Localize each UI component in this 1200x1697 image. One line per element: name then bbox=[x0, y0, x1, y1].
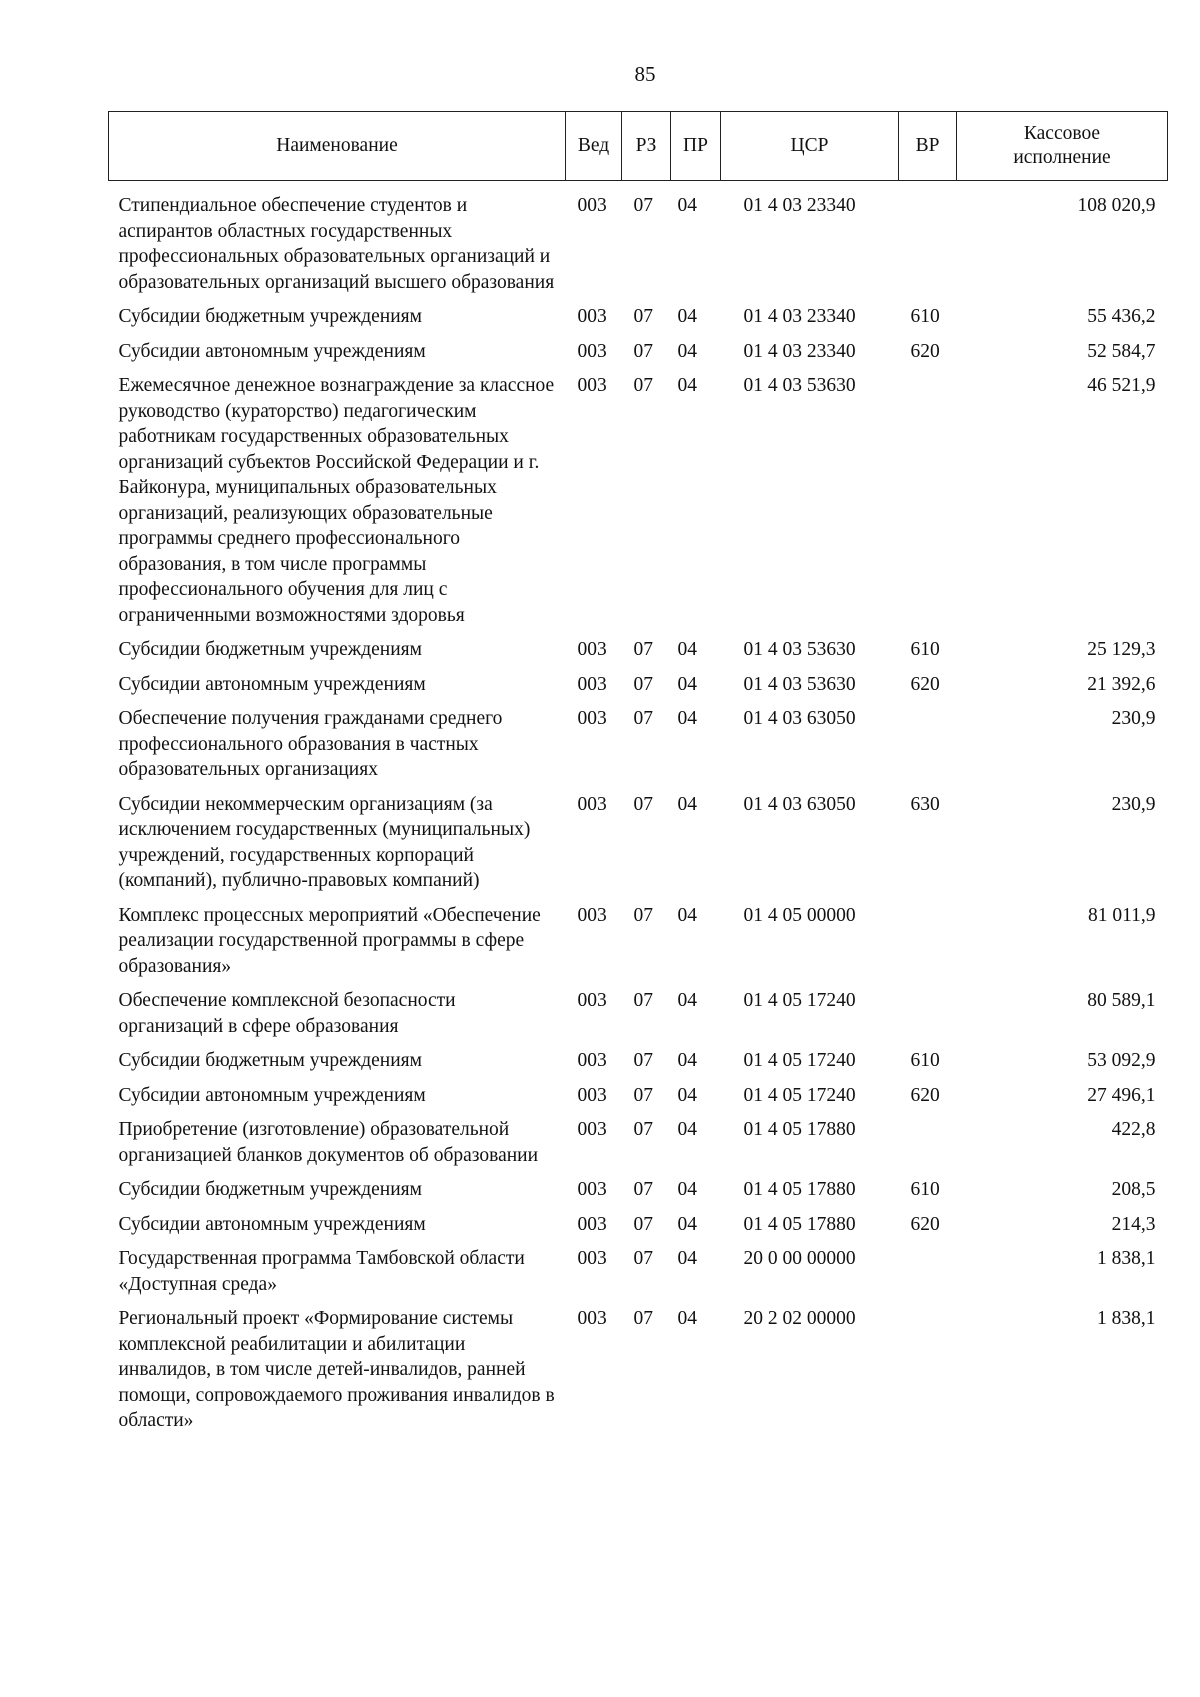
cell-ved: 003 bbox=[577, 340, 607, 362]
cell-ved: 003 bbox=[577, 708, 607, 729]
cell-amount: 1 838,1 bbox=[1097, 1248, 1156, 1269]
table-row bbox=[109, 668, 1168, 703]
cell-rz: 07 bbox=[633, 1308, 653, 1329]
cell-pr: 04 bbox=[677, 1084, 697, 1106]
cell-name: Субсидии автономным учреждениям bbox=[118, 673, 426, 695]
cell-amount: 21 392,6 bbox=[1087, 673, 1156, 695]
table-body bbox=[109, 181, 1168, 1439]
cell-amount: 422,8 bbox=[1111, 1119, 1156, 1140]
cell-ved: 003 bbox=[577, 793, 607, 815]
cell-rz: 07 bbox=[633, 340, 653, 362]
cell-ved: 003 bbox=[577, 306, 607, 327]
cell-ved: 003 bbox=[577, 904, 607, 926]
cell-vr bbox=[899, 1113, 957, 1173]
budget-table bbox=[108, 111, 1168, 1439]
cell-amount: 25 129,3 bbox=[1087, 639, 1156, 660]
cell-vr: 610 bbox=[910, 639, 940, 660]
table-row bbox=[109, 1302, 1168, 1439]
cell-pr: 04 bbox=[677, 340, 697, 362]
header-rz: РЗ bbox=[622, 112, 671, 181]
table-row bbox=[109, 1044, 1168, 1079]
cell-name: Субсидии бюджетным учреждениям bbox=[118, 1179, 422, 1200]
cell-rz: 07 bbox=[633, 793, 653, 815]
cell-amount: 230,9 bbox=[1111, 708, 1156, 729]
cell-vr: 620 bbox=[910, 673, 940, 695]
cell-rz: 07 bbox=[633, 639, 653, 660]
cell-vr: 610 bbox=[910, 306, 940, 327]
cell-csr: 01 4 03 23340 bbox=[743, 340, 856, 362]
cell-rz: 07 bbox=[633, 375, 653, 396]
cell-rz: 07 bbox=[633, 1213, 653, 1235]
cell-ved: 003 bbox=[577, 195, 607, 216]
table-row bbox=[109, 300, 1168, 335]
cell-pr: 04 bbox=[677, 673, 697, 695]
cell-ved: 003 bbox=[577, 1308, 607, 1329]
header-name: Наименование bbox=[109, 112, 566, 181]
table-row bbox=[109, 181, 1168, 301]
cell-name: Обеспечение получения гражданами среднего профессионального образования в частных образовательных организациях bbox=[118, 708, 503, 780]
cell-name: Региональный проект «Формирование системы комплексной реабилитации и абилитации инвалидов, в том числе детей-инвалидов, ранней помощи, сопровождаемого проживания инвалидов в области» bbox=[118, 1308, 555, 1431]
cell-amount: 1 838,1 bbox=[1097, 1308, 1156, 1329]
cell-vr bbox=[899, 1302, 957, 1439]
cell-name: Субсидии автономным учреждениям bbox=[118, 1213, 426, 1235]
cell-pr: 04 bbox=[677, 990, 697, 1011]
cell-pr: 04 bbox=[677, 375, 697, 396]
cell-csr: 01 4 03 63050 bbox=[743, 793, 856, 815]
cell-amount: 208,5 bbox=[1111, 1179, 1156, 1200]
cell-csr: 01 4 05 17240 bbox=[743, 1050, 856, 1071]
cell-vr: 610 bbox=[910, 1050, 940, 1071]
table-row bbox=[109, 1242, 1168, 1302]
cell-name: Субсидии автономным учреждениям bbox=[118, 1084, 426, 1106]
table-row bbox=[109, 335, 1168, 370]
cell-pr: 04 bbox=[677, 1213, 697, 1235]
cell-rz: 07 bbox=[633, 904, 653, 926]
cell-name: Комплекс процессных мероприятий «Обеспечение реализации государственной программы в сфере образования» bbox=[118, 904, 541, 977]
cell-csr: 01 4 03 53630 bbox=[743, 673, 856, 695]
cell-amount: 46 521,9 bbox=[1087, 375, 1156, 396]
cell-pr: 04 bbox=[677, 1119, 697, 1140]
cell-csr: 01 4 05 17240 bbox=[743, 1084, 856, 1106]
cell-amount: 214,3 bbox=[1111, 1213, 1156, 1235]
cell-pr: 04 bbox=[677, 1248, 697, 1269]
cell-csr: 01 4 05 17880 bbox=[743, 1119, 856, 1140]
table-row bbox=[109, 984, 1168, 1044]
table-row bbox=[109, 1079, 1168, 1114]
cell-name: Ежемесячное денежное вознаграждение за классное руководство (кураторство) педагогическим работникам государственных образовательных организаций субъектов Российской Федерации и г. Байконура, муниципальных образовательных организаций, реализующих образовательные программы среднего профессионального образования, в том числе программы профессионального обучения для лиц с ограниченными возможностями здоровья bbox=[118, 375, 555, 626]
table-row bbox=[109, 633, 1168, 668]
cell-name: Субсидии бюджетным учреждениям bbox=[118, 639, 422, 660]
cell-amount: 53 092,9 bbox=[1087, 1050, 1156, 1071]
cell-ved: 003 bbox=[577, 375, 607, 396]
cell-rz: 07 bbox=[633, 673, 653, 695]
table-row bbox=[109, 369, 1168, 633]
cell-rz: 07 bbox=[633, 1119, 653, 1140]
cell-pr: 04 bbox=[677, 1308, 697, 1329]
table-row bbox=[109, 1208, 1168, 1243]
cell-csr: 01 4 03 23340 bbox=[743, 306, 856, 327]
cell-csr: 20 0 00 00000 bbox=[743, 1248, 856, 1269]
cell-ved: 003 bbox=[577, 639, 607, 660]
cell-amount: 108 020,9 bbox=[1077, 195, 1156, 216]
cell-ved: 003 bbox=[577, 1050, 607, 1071]
cell-csr: 01 4 05 00000 bbox=[743, 904, 856, 926]
cell-csr: 01 4 05 17880 bbox=[743, 1179, 856, 1200]
cell-pr: 04 bbox=[677, 639, 697, 660]
cell-pr: 04 bbox=[677, 708, 697, 729]
cell-ved: 003 bbox=[577, 1213, 607, 1235]
cell-csr: 01 4 03 23340 bbox=[743, 195, 856, 216]
table-header-row bbox=[109, 112, 1168, 181]
page-number: 85 bbox=[634, 62, 656, 86]
cell-vr bbox=[899, 181, 957, 301]
cell-name: Государственная программа Тамбовской области «Доступная среда» bbox=[118, 1248, 525, 1295]
cell-csr: 01 4 05 17240 bbox=[743, 990, 856, 1011]
cell-amount: 80 589,1 bbox=[1087, 990, 1156, 1011]
cell-vr bbox=[899, 1242, 957, 1302]
cell-rz: 07 bbox=[633, 306, 653, 327]
cell-vr: 610 bbox=[910, 1179, 940, 1200]
header-amount-line2: исполнение bbox=[1013, 147, 1111, 168]
cell-csr: 01 4 03 53630 bbox=[743, 639, 856, 660]
cell-pr: 04 bbox=[677, 195, 697, 216]
header-csr: ЦСР bbox=[721, 112, 899, 181]
cell-pr: 04 bbox=[677, 306, 697, 327]
cell-name: Субсидии некоммерческим организациям (за исключением государственных (муниципальных) учреждений, государственных корпораций (компаний), публично-правовых компаний) bbox=[118, 793, 531, 891]
cell-vr: 620 bbox=[910, 1213, 940, 1235]
cell-rz: 07 bbox=[633, 1248, 653, 1269]
cell-name: Приобретение (изготовление) образовательной организацией бланков документов об образовании bbox=[118, 1119, 539, 1166]
cell-amount: 230,9 bbox=[1111, 793, 1156, 815]
cell-rz: 07 bbox=[633, 990, 653, 1011]
cell-rz: 07 bbox=[633, 1050, 653, 1071]
cell-ved: 003 bbox=[577, 1179, 607, 1200]
header-amount bbox=[957, 112, 1168, 181]
cell-vr: 630 bbox=[910, 793, 940, 815]
cell-vr bbox=[899, 984, 957, 1044]
cell-name: Субсидии бюджетным учреждениям bbox=[118, 306, 422, 327]
cell-ved: 003 bbox=[577, 990, 607, 1011]
cell-csr: 01 4 03 53630 bbox=[743, 375, 856, 396]
cell-name: Стипендиальное обеспечение студентов и аспирантов областных государственных профессиональных образовательных организаций и образовательных организаций высшего образования bbox=[118, 195, 555, 293]
cell-name: Субсидии автономным учреждениям bbox=[118, 340, 426, 362]
cell-amount: 81 011,9 bbox=[1087, 904, 1156, 926]
cell-rz: 07 bbox=[633, 1084, 653, 1106]
cell-vr bbox=[899, 702, 957, 788]
header-amount-line1: Кассовое bbox=[1023, 123, 1101, 144]
cell-vr: 620 bbox=[910, 340, 940, 362]
cell-name: Обеспечение комплексной безопасности организаций в сфере образования bbox=[118, 990, 456, 1037]
cell-csr: 20 2 02 00000 bbox=[743, 1308, 856, 1329]
cell-ved: 003 bbox=[577, 1248, 607, 1269]
cell-ved: 003 bbox=[577, 673, 607, 695]
cell-amount: 55 436,2 bbox=[1087, 306, 1156, 327]
cell-name: Субсидии бюджетным учреждениям bbox=[118, 1050, 422, 1071]
table-row bbox=[109, 702, 1168, 788]
cell-pr: 04 bbox=[677, 1179, 697, 1200]
cell-csr: 01 4 05 17880 bbox=[743, 1213, 856, 1235]
cell-amount: 52 584,7 bbox=[1087, 340, 1156, 362]
cell-ved: 003 bbox=[577, 1084, 607, 1106]
table-row bbox=[109, 899, 1168, 985]
cell-amount: 27 496,1 bbox=[1087, 1084, 1156, 1106]
header-vr: ВР bbox=[899, 112, 957, 181]
table-row bbox=[109, 788, 1168, 899]
cell-pr: 04 bbox=[677, 793, 697, 815]
table-row bbox=[109, 1113, 1168, 1173]
cell-vr bbox=[899, 369, 957, 633]
cell-rz: 07 bbox=[633, 708, 653, 729]
cell-ved: 003 bbox=[577, 1119, 607, 1140]
cell-vr: 620 bbox=[910, 1084, 940, 1106]
cell-rz: 07 bbox=[633, 195, 653, 216]
cell-pr: 04 bbox=[677, 1050, 697, 1071]
header-pr: ПР bbox=[671, 112, 721, 181]
cell-csr: 01 4 03 63050 bbox=[743, 708, 856, 729]
cell-rz: 07 bbox=[633, 1179, 653, 1200]
header-ved: Вед bbox=[566, 112, 622, 181]
cell-pr: 04 bbox=[677, 904, 697, 926]
table-row bbox=[109, 1173, 1168, 1208]
cell-vr bbox=[899, 899, 957, 985]
